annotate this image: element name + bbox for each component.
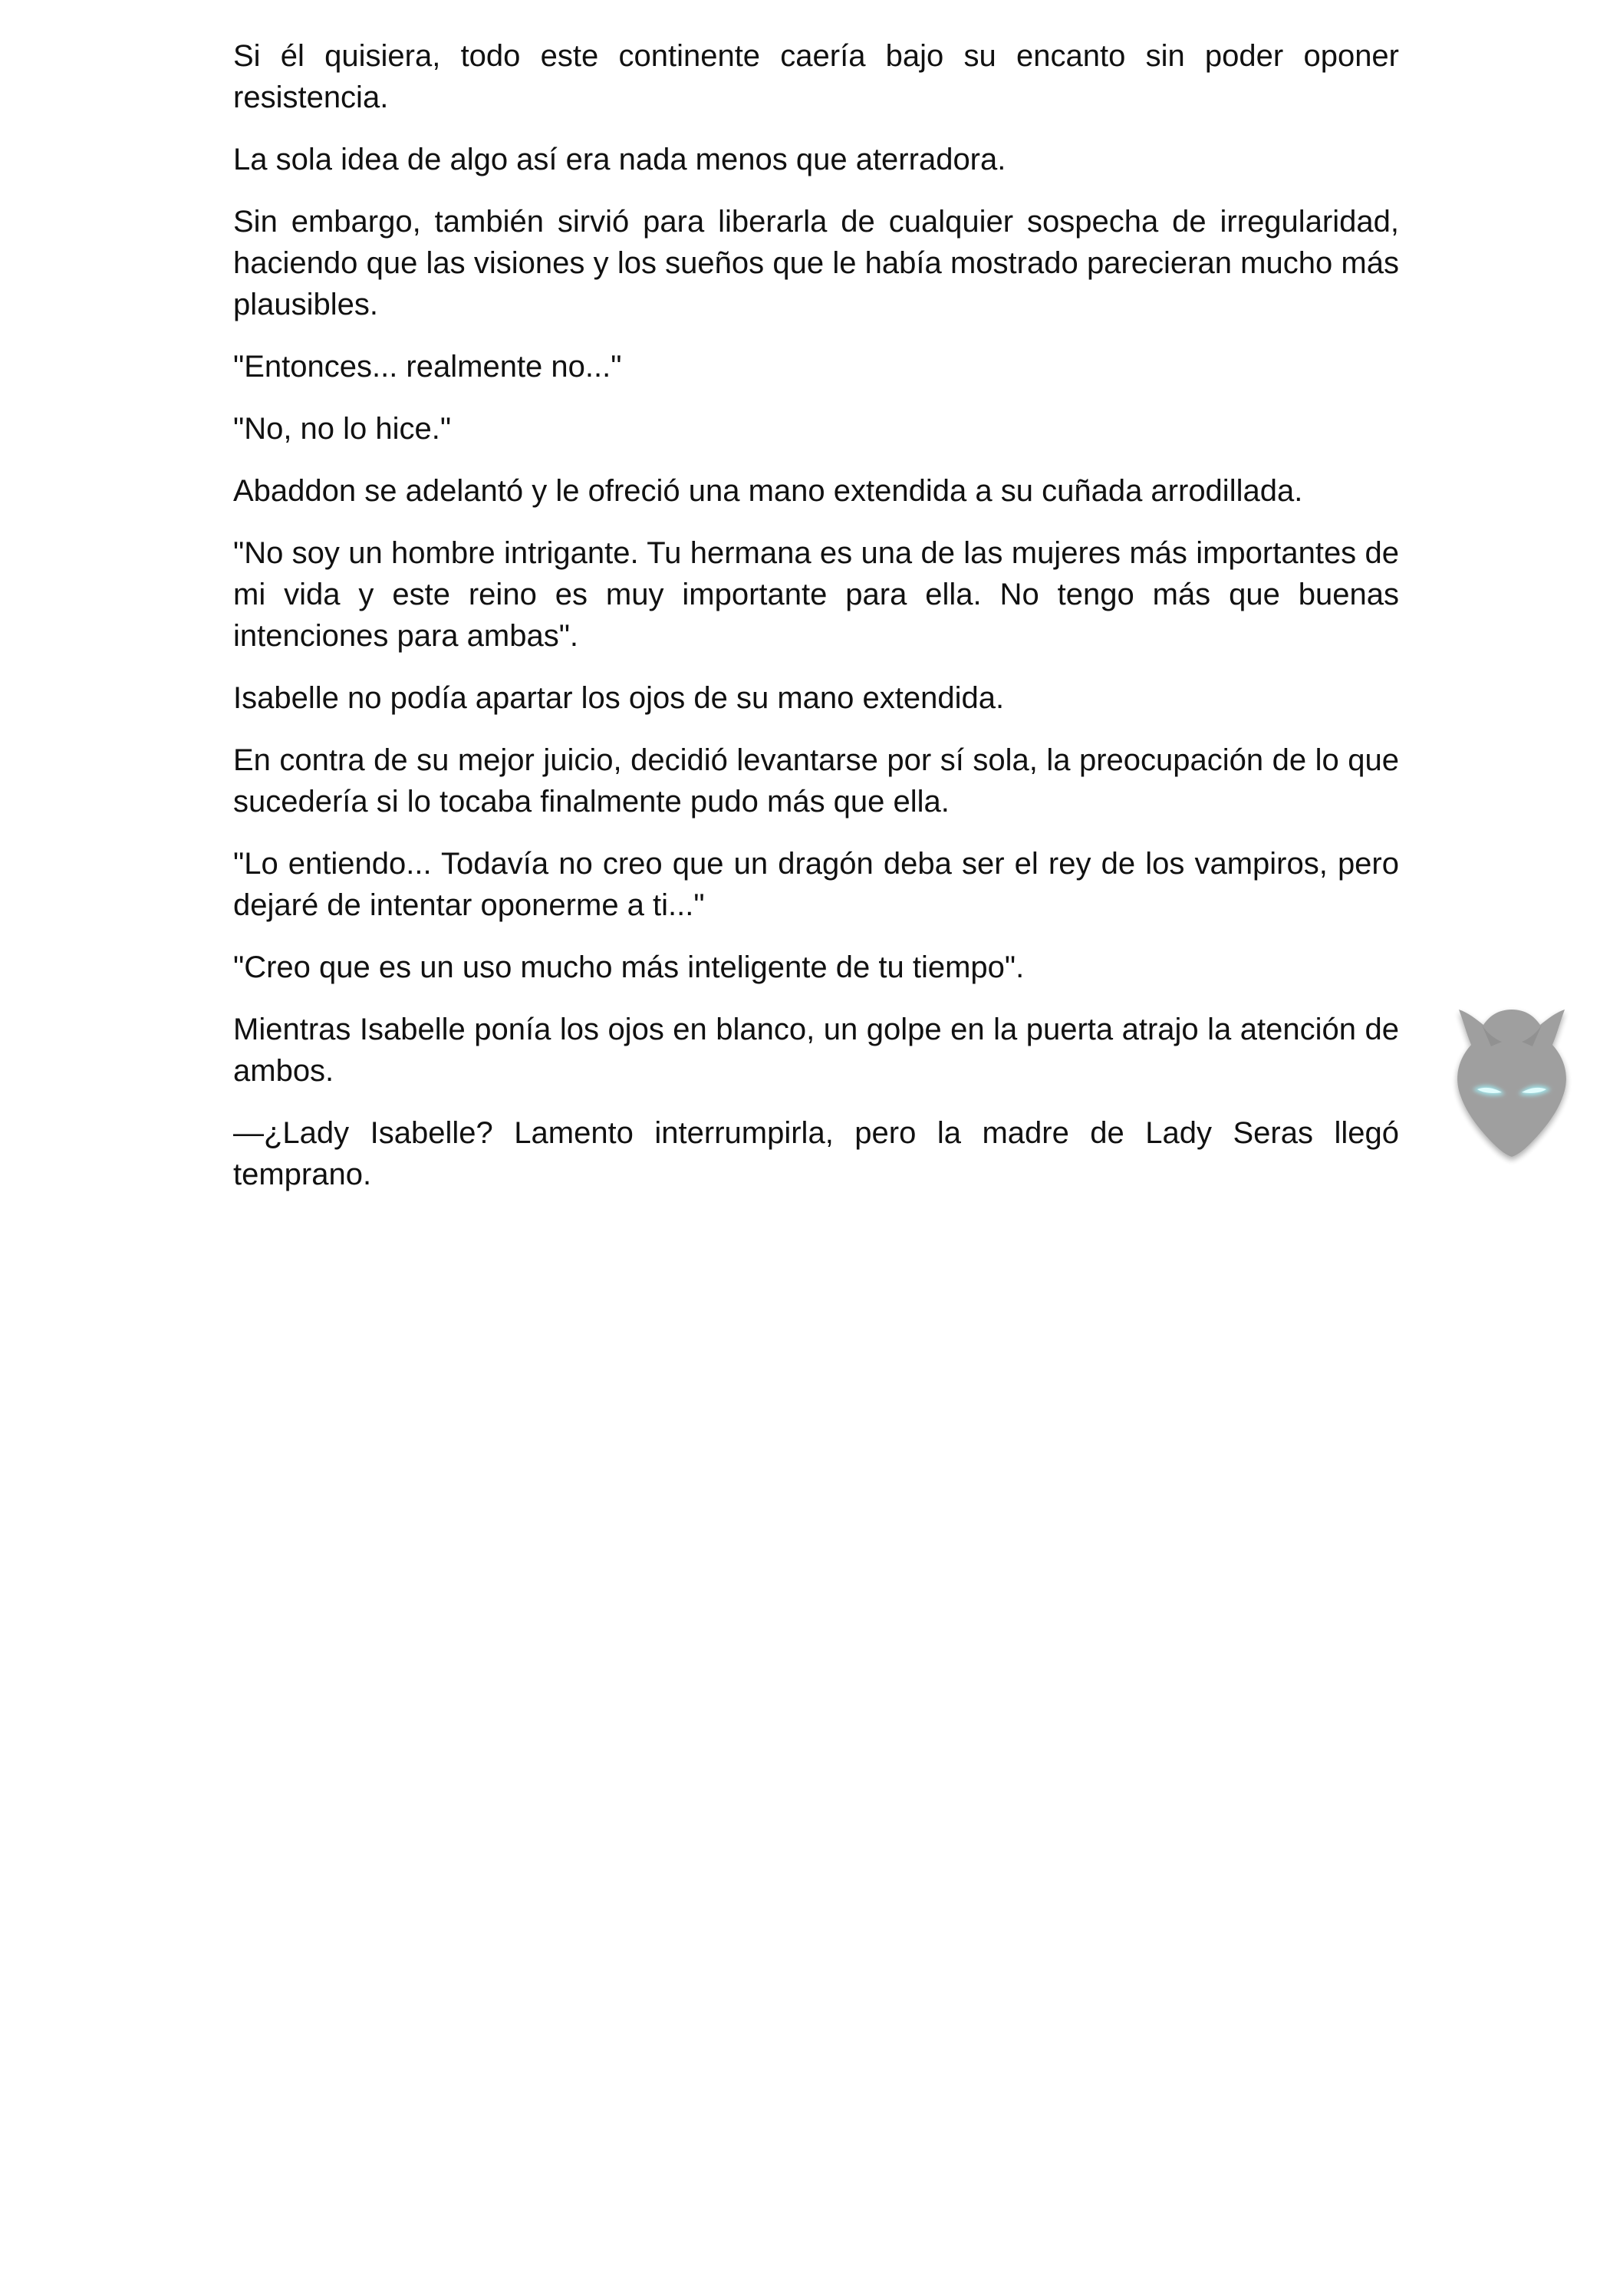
paragraph: Isabelle no podía apartar los ojos de su mano extendida.: [233, 681, 1005, 715]
paragraph: La sola idea de algo así era nada menos que aterradora.: [233, 143, 1006, 176]
paragraph: "Entonces... realmente no...": [233, 350, 622, 384]
paragraph: "Creo que es un uso mucho más inteligente de tu tiempo".: [233, 950, 1025, 984]
paragraph: Abaddon se adelantó y le ofreció una mano extendida a su cuñada arrodillada.: [233, 474, 1303, 508]
demon-head-icon: [1440, 999, 1583, 1168]
paragraph: "No, no lo hice.": [233, 412, 452, 446]
document-body: [233, 35, 1399, 1216]
paragraph: Si él quisiera, todo este continente caería bajo su encanto sin poder oponer resistencia.: [233, 39, 1399, 114]
paragraph: "No soy un hombre intrigante. Tu hermana es una de las mujeres más importantes de mi vida y este reino es muy importante para ella. No tengo más que buenas intenciones para ambas".: [233, 536, 1399, 653]
demon-head-shape: [1457, 1010, 1566, 1157]
paragraph: —¿Lady Isabelle? Lamento interrumpirla, pero la madre de Lady Seras llegó temprano.: [233, 1116, 1399, 1191]
paragraph: Sin embargo, también sirvió para liberarla de cualquier sospecha de irregularidad, haciendo que las visiones y los sueños que le había mostrado parecieran mucho más plausibles.: [233, 205, 1399, 321]
paragraph: Mientras Isabelle ponía los ojos en blanco, un golpe en la puerta atrajo la atención de ambos.: [233, 1013, 1399, 1088]
paragraph: En contra de su mejor juicio, decidió levantarse por sí sola, la preocupación de lo que sucedería si lo tocaba finalmente pudo más que ella.: [233, 743, 1399, 819]
paragraph: "Lo entiendo... Todavía no creo que un dragón deba ser el rey de los vampiros, pero dejaré de intentar oponerme a ti...": [233, 847, 1399, 922]
